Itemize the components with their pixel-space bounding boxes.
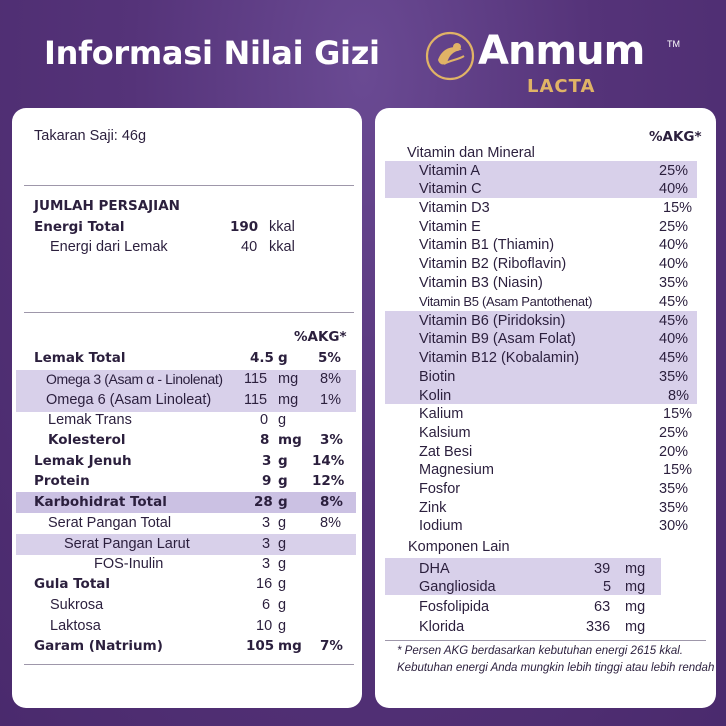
nutrient-akg: 8% bbox=[320, 515, 341, 531]
nutrient-akg: 12% bbox=[312, 473, 345, 489]
vitamin-label: Vitamin B5 (Asam Pantothenat) bbox=[419, 294, 593, 309]
vitamin-akg: 45% bbox=[659, 294, 689, 310]
component-value: 39 bbox=[594, 561, 611, 577]
vitamin-label: Biotin bbox=[419, 369, 456, 385]
amount-heading: JUMLAH PERSAJIAN bbox=[34, 198, 180, 214]
nutrient-unit: mg bbox=[278, 432, 302, 448]
mineral-akg: 20% bbox=[659, 444, 689, 460]
nutrient-label: Protein bbox=[34, 473, 90, 489]
mineral-label: Fosfor bbox=[419, 481, 461, 497]
nutrient-value: 9 bbox=[262, 473, 272, 489]
energy-total-label: Energi Total bbox=[34, 219, 125, 235]
nutrient-unit: g bbox=[278, 515, 287, 531]
mineral-akg: 15% bbox=[663, 462, 693, 478]
akg-header: %AKG* bbox=[649, 129, 702, 145]
vitamin-label: Vitamin D3 bbox=[419, 200, 490, 216]
nutrient-unit: mg bbox=[278, 392, 299, 408]
vitamin-label: Vitamin B3 (Niasin) bbox=[419, 275, 543, 291]
akg-footnote: * Persen AKG berdasarkan kebutuhan energi 2615 kkal. Kebutuhan energi Anda mungkin lebih tinggi atau lebih rendah bbox=[397, 645, 715, 674]
divider bbox=[24, 312, 354, 313]
divider bbox=[385, 640, 706, 641]
nutrient-unit: g bbox=[278, 618, 287, 634]
mineral-label: Kalium bbox=[419, 406, 464, 422]
component-label: Fosfolipida bbox=[419, 599, 490, 615]
nutrient-value: 6 bbox=[262, 597, 271, 613]
nutrient-unit: g bbox=[278, 556, 287, 572]
vitamin-label: Vitamin B2 (Riboflavin) bbox=[419, 256, 567, 272]
nutrient-unit: mg bbox=[278, 371, 299, 387]
nutrient-value: 4.5 bbox=[250, 350, 274, 366]
nutrient-value: 16 bbox=[256, 576, 273, 592]
nutrient-label: Serat Pangan Total bbox=[48, 515, 172, 531]
vitamin-akg: 15% bbox=[663, 200, 693, 216]
nutrient-label: FOS-Inulin bbox=[94, 556, 164, 572]
vitamin-akg: 25% bbox=[659, 163, 689, 179]
component-label: DHA bbox=[419, 561, 450, 577]
nutrient-value: 28 bbox=[254, 494, 273, 510]
vitamin-akg: 40% bbox=[659, 237, 689, 253]
other-components-heading: Komponen Lain bbox=[408, 539, 510, 555]
mineral-label: Zat Besi bbox=[419, 444, 473, 460]
nutrient-akg: 8% bbox=[320, 371, 341, 387]
nutrient-label: Lemak Trans bbox=[48, 412, 132, 428]
nutrient-label: Serat Pangan Larut bbox=[64, 536, 190, 552]
mineral-akg: 25% bbox=[659, 425, 689, 441]
nutrient-label: Garam (Natrium) bbox=[34, 638, 163, 654]
vitamin-akg: 8% bbox=[668, 388, 689, 404]
nutrient-akg: 8% bbox=[320, 494, 343, 510]
nutrient-value: 8 bbox=[260, 432, 270, 448]
component-label: Klorida bbox=[419, 619, 465, 635]
nutrient-label: Sukrosa bbox=[50, 597, 104, 613]
nutrient-unit: g bbox=[278, 576, 287, 592]
divider bbox=[24, 185, 354, 186]
vitamin-label: Vitamin B6 (Piridoksin) bbox=[419, 313, 566, 329]
nutrient-value: 0 bbox=[260, 412, 269, 428]
nutrient-unit: mg bbox=[278, 638, 302, 654]
component-unit: mg bbox=[625, 561, 646, 577]
vitamin-akg: 40% bbox=[659, 331, 689, 347]
nutrient-akg: 5% bbox=[318, 350, 341, 366]
component-unit: mg bbox=[625, 599, 646, 615]
nutrient-label: Gula Total bbox=[34, 576, 111, 592]
mineral-label: Zink bbox=[419, 500, 447, 516]
nutrient-unit: g bbox=[278, 536, 287, 552]
nutrient-label: Kolesterol bbox=[48, 432, 126, 448]
nutrition-panel-right bbox=[375, 108, 716, 708]
vitamin-label: Vitamin B9 (Asam Folat) bbox=[419, 331, 576, 347]
nutrition-panel-left bbox=[12, 108, 362, 708]
brand-sub-label: LACTA bbox=[527, 76, 596, 97]
nutrient-value: 115 bbox=[244, 371, 268, 387]
vitamin-akg: 45% bbox=[659, 350, 689, 366]
nutrient-label: Omega 6 (Asam Linoleat) bbox=[46, 392, 212, 408]
mother-baby-emblem-icon bbox=[424, 30, 476, 82]
mineral-label: Magnesium bbox=[419, 462, 494, 478]
component-unit: mg bbox=[625, 619, 646, 635]
trademark-mark: TM bbox=[667, 39, 680, 49]
vitamin-akg: 25% bbox=[659, 219, 689, 235]
nutrient-value: 10 bbox=[256, 618, 273, 634]
nutrient-value: 3 bbox=[262, 515, 271, 531]
serving-size: Takaran Saji: 46g bbox=[34, 128, 147, 144]
vitamins-heading: Vitamin dan Mineral bbox=[407, 145, 535, 161]
vitamin-label: Vitamin B1 (Thiamin) bbox=[419, 237, 555, 253]
energy-total-value: 190 bbox=[230, 219, 259, 235]
component-label: Gangliosida bbox=[419, 579, 496, 595]
vitamin-label: Vitamin B12 (Kobalamin) bbox=[419, 350, 580, 366]
component-unit: mg bbox=[625, 579, 646, 595]
nutrient-label: Omega 3 (Asam α - Linolenat) bbox=[46, 371, 223, 387]
nutrient-akg: 7% bbox=[320, 638, 343, 654]
nutrient-unit: g bbox=[278, 453, 288, 469]
nutrient-unit: g bbox=[278, 350, 288, 366]
mineral-label: Iodium bbox=[419, 518, 463, 534]
energy-fat-label: Energi dari Lemak bbox=[50, 239, 168, 255]
vitamin-akg: 40% bbox=[659, 256, 689, 272]
nutrient-unit: g bbox=[278, 473, 288, 489]
nutrient-unit: g bbox=[278, 494, 288, 510]
page-title: Informasi Nilai Gizi bbox=[44, 34, 380, 72]
nutrient-unit: g bbox=[278, 412, 287, 428]
nutrient-label: Lemak Jenuh bbox=[34, 453, 132, 469]
vitamin-label: Vitamin C bbox=[419, 181, 482, 197]
brand-logo: Anmum bbox=[478, 28, 645, 74]
energy-fat-value: 40 bbox=[241, 239, 258, 255]
energy-total-unit: kkal bbox=[269, 219, 295, 235]
nutrient-akg: 14% bbox=[312, 453, 345, 469]
mineral-akg: 15% bbox=[663, 406, 693, 422]
mineral-akg: 35% bbox=[659, 481, 689, 497]
component-value: 63 bbox=[594, 599, 611, 615]
nutrient-akg: 1% bbox=[320, 392, 341, 408]
nutrient-value: 105 bbox=[246, 638, 275, 654]
nutrient-label: Lemak Total bbox=[34, 350, 126, 366]
vitamin-akg: 35% bbox=[659, 369, 689, 385]
nutrient-label: Karbohidrat Total bbox=[34, 494, 167, 510]
mineral-akg: 30% bbox=[659, 518, 689, 534]
nutrient-value: 3 bbox=[262, 453, 272, 469]
mineral-akg: 35% bbox=[659, 500, 689, 516]
akg-header: %AKG* bbox=[294, 329, 347, 345]
nutrient-value: 3 bbox=[262, 536, 271, 552]
vitamin-label: Vitamin E bbox=[419, 219, 481, 235]
vitamin-akg: 35% bbox=[659, 275, 689, 291]
vitamin-label: Kolin bbox=[419, 388, 452, 404]
vitamin-akg: 40% bbox=[659, 181, 689, 197]
energy-fat-unit: kkal bbox=[269, 239, 295, 255]
nutrient-label: Laktosa bbox=[50, 618, 101, 634]
divider bbox=[24, 664, 354, 665]
nutrient-unit: g bbox=[278, 597, 287, 613]
mineral-label: Kalsium bbox=[419, 425, 471, 441]
component-value: 5 bbox=[603, 579, 612, 595]
component-value: 336 bbox=[586, 619, 611, 635]
nutrient-value: 3 bbox=[262, 556, 271, 572]
vitamin-akg: 45% bbox=[659, 313, 689, 329]
nutrient-value: 115 bbox=[244, 392, 268, 408]
nutrient-akg: 3% bbox=[320, 432, 343, 448]
vitamin-label: Vitamin A bbox=[419, 163, 480, 179]
